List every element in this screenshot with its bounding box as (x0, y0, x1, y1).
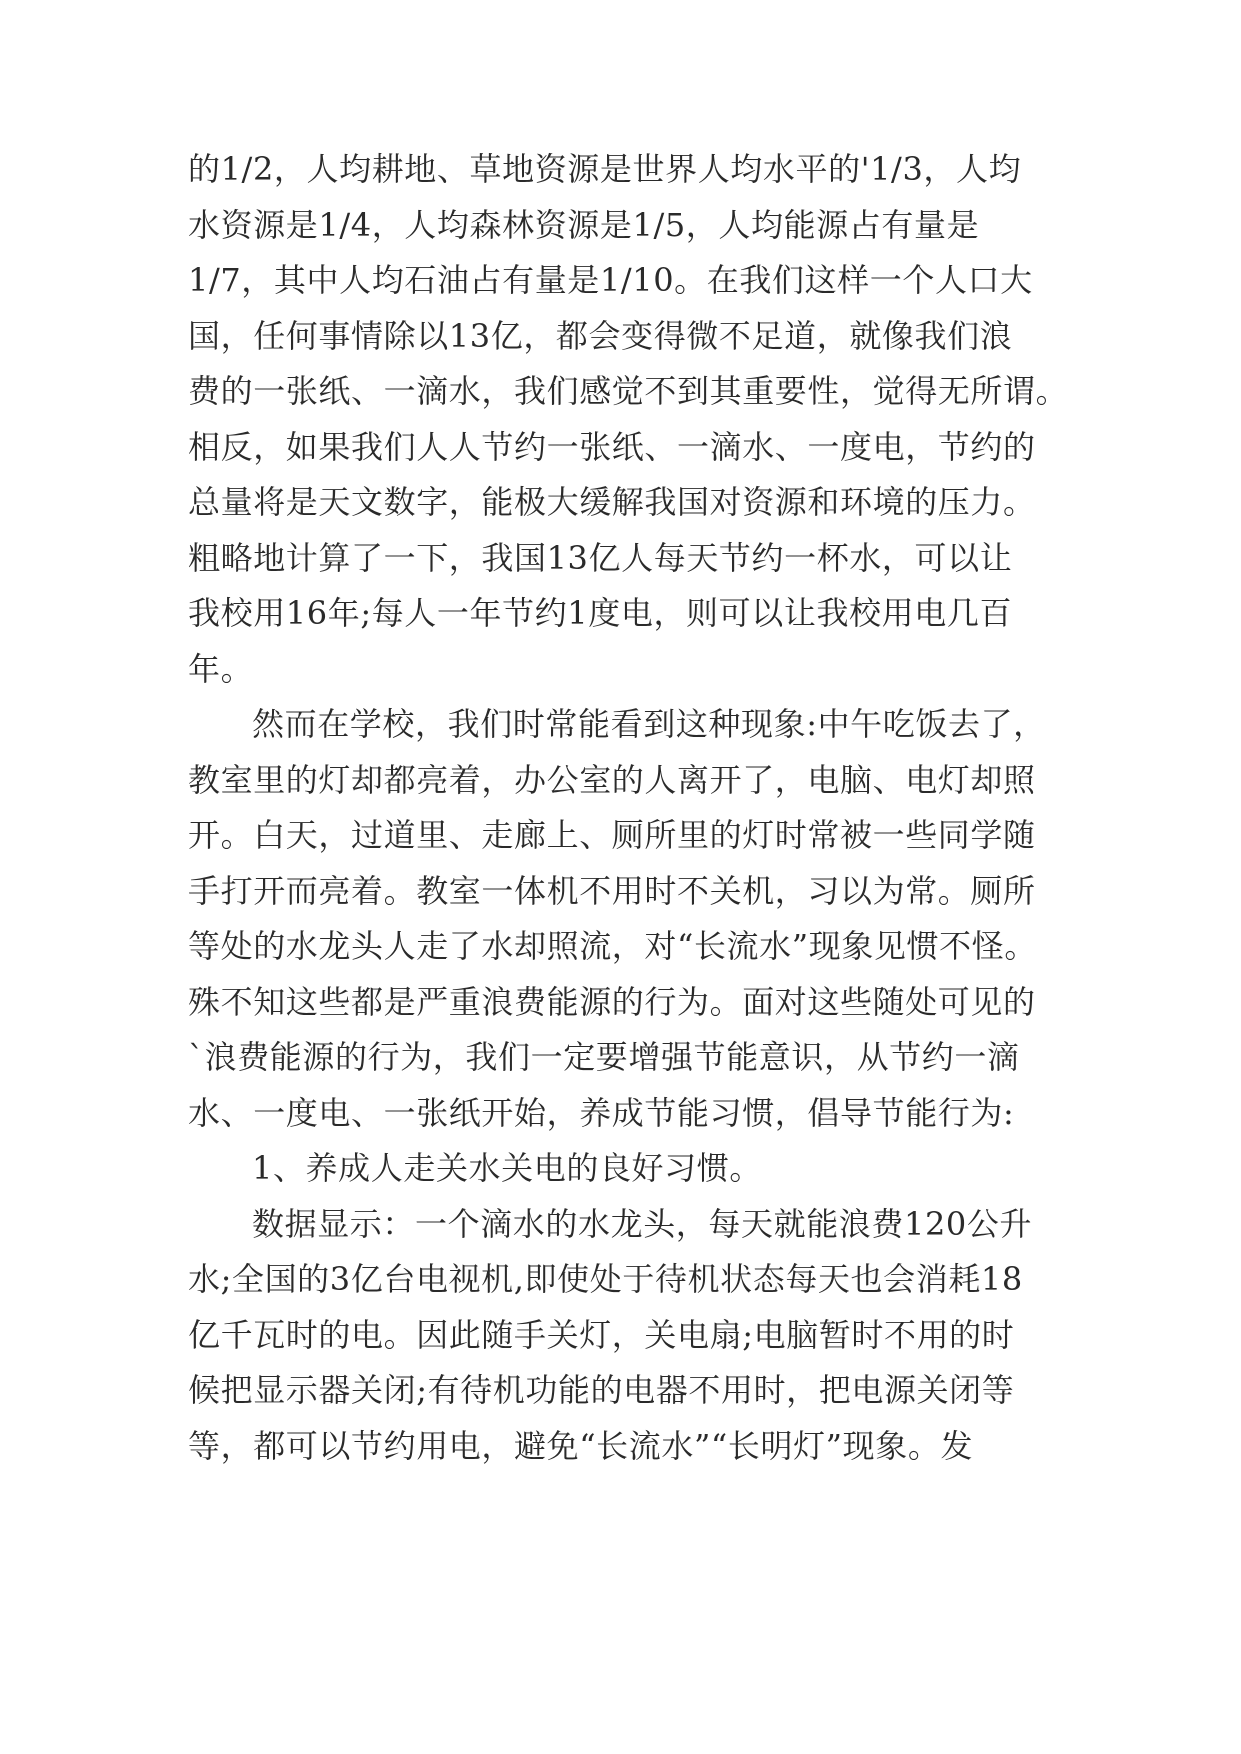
text-line-3: 1/7，其中人均石油占有量是1/10。在我们这样一个人口大 (188, 261, 1033, 299)
text-line-17: `浪费能源的行为，我们一定要增强节能意识，从节约一滴 (188, 1038, 1020, 1076)
text-line-2: 水资源是1/4，人均森林资源是1/5，人均能源占有量是 (188, 205, 980, 244)
text-line-8: 粗略地计算了一下，我国13亿人每天节约一杯水，可以让 (188, 538, 1013, 577)
text-line-19: 1、养成人走关水关电的良好习惯。 (252, 1149, 762, 1187)
text-line-21: 水;全国的3亿台电视机,即使处于待机状态每天也会消耗18 (188, 1260, 1023, 1298)
text-line-20: 数据显示：一个滴水的水龙头，每天就能浪费120公升 (252, 1204, 1033, 1243)
text-line-11: 然而在学校，我们时常能看到这种现象:中午吃饭去了， (252, 705, 1046, 743)
text-line-15: 等处的水龙头人走了水却照流，对“长流水”现象见惯不怪。 (188, 927, 1037, 965)
text-line-5: 费的一张纸、一滴水，我们感觉不到其重要性，觉得无所谓。 (188, 372, 1069, 410)
text-line-9: 我校用16年;每人一年节约1度电，则可以让我校用电几百 (188, 594, 1013, 632)
body-text (188, 142, 1068, 1474)
text-line-13: 开。白天，过道里、走廊上、厕所里的灯时常被一些同学随 (188, 816, 1036, 854)
text-line-16: 殊不知这些都是严重浪费能源的行为。面对这些随处可见的 (188, 982, 1036, 1021)
text-line-24: 等，都可以节约用电，避免“长流水”“长明灯”现象。发 (188, 1426, 974, 1465)
text-line-7: 总量将是天文数字，能极大缓解我国对资源和环境的压力。 (188, 483, 1036, 521)
text-line-4: 国，任何事情除以13亿，都会变得微不足道，就像我们浪 (188, 316, 1013, 355)
text-line-1: 的1/2，人均耕地、草地资源是世界人均水平的'1/3，人均 (188, 150, 1022, 188)
text-line-10: 年。 (188, 649, 254, 688)
text-line-23: 候把显示器关闭;有待机功能的电器不用时，把电源关闭等 (188, 1371, 1015, 1409)
text-line-6: 相反，如果我们人人节约一张纸、一滴水、一度电，节约的 (188, 427, 1036, 466)
text-line-22: 亿千瓦时的电。因此随手关灯，关电扇;电脑暂时不用的时 (188, 1315, 1015, 1354)
text-line-18: 水、一度电、一张纸开始，养成节能习惯，倡导节能行为: (188, 1093, 1015, 1132)
text-line-12: 教室里的灯却都亮着，办公室的人离开了，电脑、电灯却照 (188, 760, 1036, 799)
text-line-14: 手打开而亮着。教室一体机不用时不关机，习以为常。厕所 (188, 871, 1036, 910)
